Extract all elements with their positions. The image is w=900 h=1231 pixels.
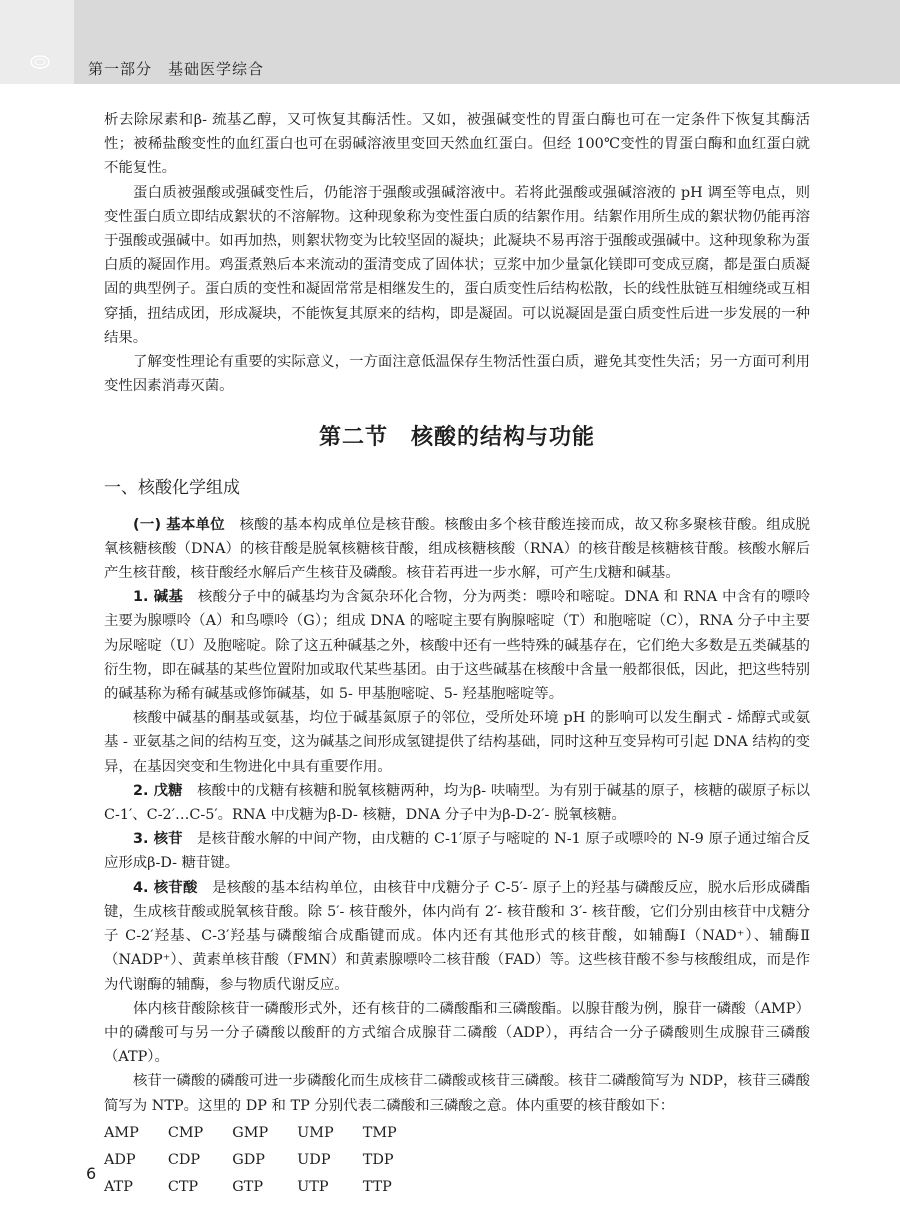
lead-term: 4. 核苷酸 — [133, 879, 198, 896]
table-cell: CMP — [167, 1125, 204, 1142]
page-header — [0, 0, 900, 84]
table-cell: ATP — [104, 1179, 133, 1196]
section-title: 第二节 核酸的结构与功能 — [318, 425, 595, 451]
paragraph: 析去除尿素和β- 巯基乙醇，又可恢复其酶活性。又如，被强碱变性的胃蛋白酶也可在一定条件下恢复其酶活性；被稀盐酸变性的血红蛋白也可在弱碱溶液里变回天然血红蛋白。但经 100℃变性的胃蛋白酶和血红蛋白就不能复性。 — [104, 112, 810, 177]
header-tab — [0, 0, 74, 84]
table-cell: GTP — [232, 1179, 264, 1196]
subsection-title: 一、核酸化学组成 — [104, 478, 240, 499]
table-cell: UTP — [297, 1179, 329, 1196]
nucleotide-table — [104, 1120, 426, 1201]
paragraph-text: 核酸分子中的碱基均为含氮杂环化合物，分为两类：嘌呤和嘧啶。DNA 和 RNA 中含有的嘌呤主要为腺嘌呤（A）和鸟嘌呤（G）；组成 DNA 的嘧啶主要有胸腺嘧啶（T）和胞嘧啶（C），RNA 分子中主要为尿嘧啶（U）及胞嘧啶。除了这五种碱基之外，核酸中还有一些特殊的碱基存在，它们绝大多数是五类碱基的衍生物，即在碱基的某些位置附加或取代某些基团。由于这些碱基在核酸中含量一般都很低，因此，把这些特别的碱基称为稀有碱基或修饰碱基，如 5- 甲基胞嘧啶、5- 羟基胞嘧啶等。 — [104, 589, 810, 703]
paragraph: 核苷一磷酸的磷酸可进一步磷酸化而生成核苷二磷酸或核苷三磷酸。核苷二磷酸简写为 NDP，核苷三磷酸简写为 NTP。这里的 DP 和 TP 分别代表二磷酸和三磷酸之意。体内重要的核苷酸如下： — [104, 1073, 810, 1114]
table-cell: ADP — [104, 1152, 136, 1169]
table-cell: GMP — [232, 1125, 269, 1142]
table-row — [104, 1120, 426, 1147]
paragraph-basic-unit — [104, 513, 810, 586]
table-cell: UMP — [297, 1125, 334, 1142]
paragraph-text: 核酸中的戊糖有核糖和脱氧核糖两种，均为β- 呋喃型。为有别于碱基的原子，核糖的碳原子标以 C-1′、C-2′…C-5′。RNA 中戊糖为β-D- 核糖，DNA 分子中为β-D-2′- 脱氧核糖。 — [104, 782, 810, 824]
lead-term: 1. 碱基 — [133, 589, 184, 606]
paragraph: 核酸中碱基的酮基或氨基，均位于碱基氮原子的邻位，受所处环境 pH 的影响可以发生酮式 - 烯醇式或氨基 - 亚氨基之间的结构互变，这为碱基之间形成氢键提供了结构基础，同时这种互变异构可引起 DNA 结构的变异，在基因突变和生物进化中具有重要作用。 — [104, 710, 810, 775]
lead-term: 2. 戊糖 — [133, 782, 183, 799]
running-header-title: 第一部分 基础医学综合 — [88, 60, 265, 78]
page-number: 6 — [86, 1164, 97, 1183]
paragraph-text: 是核酸的基本结构单位，由核苷中戊糖分子 C-5′- 原子上的羟基与磷酸反应，脱水后形成磷酯键，生成核苷酸或脱氧核苷酸。除 5′- 核苷酸外，体内尚有 2′- 核苷酸和 3′- 核苷酸，它们分别由核苷中戊糖分子 C-2′羟基、C-3′羟基与磷酸缩合成酯键而成。体内还有其他形式的核苷酸，如辅酶Ⅰ（NAD⁺）、辅酶Ⅱ（NADP⁺）、黄素单核苷酸（FMN）和黄素腺嘌呤二核苷酸（FAD）等。这些核苷酸不参与核酸组成，而是作为代谢酶的辅酶，参与物质代谢反应。 — [104, 879, 810, 993]
table-cell: CDP — [167, 1152, 201, 1169]
table-row — [104, 1147, 426, 1174]
lead-term: 3. 核苷 — [133, 831, 183, 848]
table-cell: AMP — [104, 1125, 139, 1142]
table-row — [104, 1174, 426, 1201]
paragraph: 体内核苷酸除核苷一磷酸形式外，还有核苷的二磷酸酯和三磷酸酯。以腺苷酸为例，腺苷一磷酸（AMP）中的磷酸可与另一分子磷酸以酸酐的方式缩合成腺苷二磷酸（ADP），再结合一分子磷酸则生成腺苷三磷酸（ATP）。 — [104, 1000, 810, 1066]
table-cell: TMP — [362, 1125, 397, 1142]
paragraph: 了解变性理论有重要的实际意义，一方面注意低温保存生物活性蛋白质，避免其变性失活；另一方面可利用变性因素消毒灭菌。 — [104, 354, 810, 395]
paragraph-nucleoside — [104, 827, 810, 875]
table-cell: UDP — [297, 1152, 331, 1169]
paragraph-nucleotide — [104, 876, 810, 997]
table-cell: TTP — [362, 1179, 392, 1196]
paragraph-pentose — [104, 779, 810, 827]
table-cell: GDP — [232, 1152, 265, 1169]
paragraph: 蛋白质被强酸或强碱变性后，仍能溶于强酸或强碱溶液中。若将此强酸或强碱溶液的 pH 调至等电点，则变性蛋白质立即结成絮状的不溶解物。这种现象称为变性蛋白质的结絮作用。结絮作用所生成的絮状物仍能再溶于强酸或强碱中。如再加热，则絮状物变为比较坚固的凝块；此凝块不易再溶于强酸或强碱中。这种现象称为蛋白质的凝固作用。鸡蛋煮熟后本来流动的蛋清变成了固体状；豆浆中加少量氯化镁即可变成豆腐，都是蛋白质凝固的典型例子。蛋白质的变性和凝固常常是相继发生的，蛋白质变性后结构松散，长的线性肽链互相缠绕或互相穿插，扭结成团，形成凝块，不能恢复其原来的结构，即是凝固。可以说凝固是蛋白质变性后进一步发展的一种结果。 — [104, 184, 810, 346]
lead-term: (一) 基本单位 — [133, 516, 225, 533]
table-cell: CTP — [167, 1179, 199, 1196]
publisher-logo-icon — [30, 55, 50, 69]
page-body — [104, 108, 810, 1201]
paragraph-text: 核酸的基本构成单位是核苷酸。核酸由多个核苷酸连接而成，故又称多聚核苷酸。组成脱氧核糖核酸（DNA）的核苷酸是脱氧核糖核苷酸，组成核糖核酸（RNA）的核苷酸是核糖核苷酸。核酸水解后产生核苷酸，核苷酸经水解后产生核苷及磷酸。核苷若再进一步水解，可产生戊糖和碱基。 — [104, 516, 810, 582]
paragraph-text: 是核苷酸水解的中间产物，由戊糖的 C-1′原子与嘧啶的 N-1 原子或嘌呤的 N-9 原子通过缩合反应形成β-D- 糖苷键。 — [104, 831, 810, 872]
paragraph-base — [104, 585, 810, 706]
table-cell: TDP — [362, 1152, 394, 1169]
